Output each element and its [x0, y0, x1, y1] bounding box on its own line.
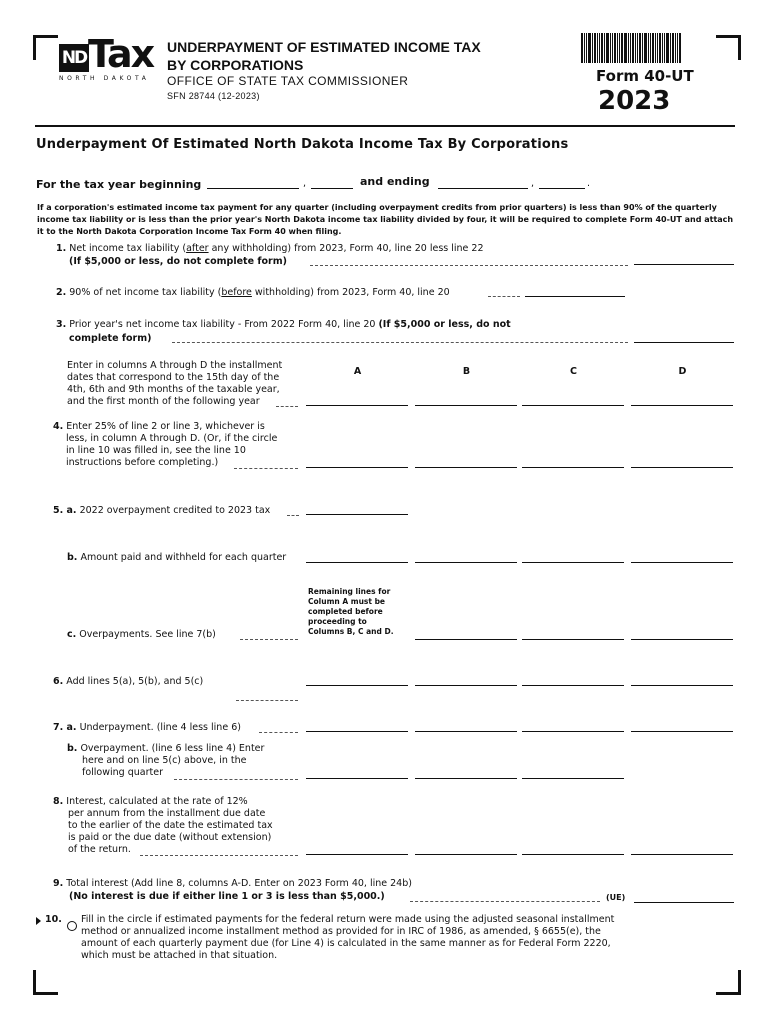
barcode-bar	[594, 33, 596, 63]
line-5c-column-d-field[interactable]	[631, 639, 733, 640]
page-title: Underpayment Of Estimated North Dakota Income Tax By Corporations	[36, 137, 569, 152]
line-10-text	[81, 914, 741, 926]
barcode-bar	[601, 33, 603, 63]
comma: ,	[531, 178, 535, 189]
line-8-column-a-field[interactable]	[306, 854, 408, 855]
barcode-bar	[614, 33, 616, 63]
line-7b-label	[67, 743, 307, 779]
line-3-label	[56, 319, 616, 331]
circle-icon	[67, 921, 77, 931]
line-5b-column-c-field[interactable]	[522, 562, 624, 563]
barcode-bar	[670, 33, 671, 63]
line-5c-label	[67, 629, 216, 641]
barcode-bar	[662, 33, 663, 63]
line-9-note: (No interest is due if either line 1 or 3 is less than $5,000.)	[69, 891, 385, 902]
barcode-bar	[648, 33, 649, 63]
instructions-paragraph: If a corporation's estimated income tax payment for any quarter (including overpayment credits from prior quarters) is less than 90% of the quarterly income tax liability or is less than the prior year's North Dakota income tax liability divided by four, it will be required to complete Form 40-UT and attach it to the North Dakota Corporation Income Tax Form 40 when filing.	[37, 203, 734, 236]
column-b-header: B	[462, 366, 471, 377]
column-a-note	[308, 587, 418, 637]
barcode	[581, 33, 697, 63]
barcode-bar	[624, 33, 627, 63]
barcode-bar	[652, 33, 654, 63]
barcode-bar	[672, 33, 674, 63]
nd-tax-logo	[59, 32, 154, 82]
leader-dots	[236, 700, 298, 701]
corner-mark-bottom-right	[716, 970, 741, 995]
line-1-text-a: Net income tax liability (	[69, 243, 187, 254]
line-7a-text: Underpayment. (line 4 less line 6)	[79, 722, 241, 733]
line-5b-number: b.	[67, 552, 78, 563]
barcode-bar	[637, 33, 638, 63]
line-8-text-3: to the earlier of the date the estimated tax	[68, 820, 273, 831]
line-4-label	[53, 421, 303, 469]
line-5b-column-b-field[interactable]	[415, 562, 517, 563]
column-c-header: C	[570, 366, 577, 377]
corner-mark-top-left	[33, 35, 58, 60]
line-8-text-2: per annum from the installment due date	[68, 808, 266, 819]
line-8-label	[53, 796, 303, 856]
line-7b-column-b-field[interactable]	[415, 778, 517, 779]
column-d-header: D	[678, 366, 687, 377]
leader-dots	[410, 901, 600, 902]
line-3-number: 3.	[56, 319, 67, 330]
leader-dots	[488, 296, 520, 297]
line-4-text-4: instructions before completing.)	[66, 457, 219, 468]
line-3-note-a: (If $5,000 or less, do not	[378, 319, 511, 330]
line-10-text-2: method or annualized income installment method as provided for in IRC of 1986, as amended, § 6655(e), the	[81, 926, 601, 937]
barcode-bar	[630, 33, 631, 63]
barcode-bar	[650, 33, 651, 63]
leader-dots	[259, 732, 298, 733]
note-line-2: Column A must be	[308, 597, 386, 606]
line-5b-label	[67, 552, 286, 564]
corner-mark-bottom-left	[33, 970, 58, 995]
line-8-column-c-field[interactable]	[522, 854, 624, 855]
header-title-line2: BY CORPORATIONS	[167, 57, 304, 73]
line-4-text-3: in line 10 was filled in, see the line 10	[66, 445, 246, 456]
line-7a-column-d-field[interactable]	[631, 731, 733, 732]
line-4-column-d-field[interactable]	[631, 467, 733, 468]
barcode-bar	[592, 33, 593, 63]
barcode-bar	[628, 33, 629, 63]
note-line-1: Remaining lines for	[308, 587, 391, 596]
line-5a-number: 5. a.	[53, 505, 77, 516]
line-9-label	[53, 878, 412, 890]
line-1-text-b: any withholding) from 2023, Form 40, line 20 less line 22	[208, 243, 484, 254]
line-1-number: 1.	[56, 243, 67, 254]
tax-year-begin-month-day-field[interactable]	[207, 188, 299, 189]
line-5b-column-a-field[interactable]	[306, 562, 408, 563]
sfn-number: SFN 28744 (12-2023)	[167, 91, 260, 101]
line-4-text-2: less, in column A through D. (Or, if the circle	[66, 433, 278, 444]
line-10-text-4: which must be attached in that situation.	[81, 950, 278, 961]
tax-year-ending-label: and ending	[360, 175, 430, 188]
barcode-bar	[610, 33, 611, 63]
line-8-column-d-field[interactable]	[631, 854, 733, 855]
line-5c-column-b-field[interactable]	[415, 639, 517, 640]
barcode-bar	[604, 33, 605, 63]
dates-column-a-field[interactable]	[306, 405, 408, 406]
header-title-line1: UNDERPAYMENT OF ESTIMATED INCOME TAX	[167, 39, 481, 55]
line-10-circle-checkbox[interactable]	[67, 915, 80, 934]
line-7a-column-a-field[interactable]	[306, 731, 408, 732]
leader-dots	[140, 855, 298, 856]
line-4-column-c-field[interactable]	[522, 467, 624, 468]
line-10-text-cont	[81, 926, 741, 962]
line-7b-text-3: following quarter	[82, 767, 163, 778]
form-number: Form 40-UT	[596, 67, 694, 85]
dates-text-3: 4th, 6th and 9th months of the taxable year,	[67, 384, 280, 395]
line-10-number: 10.	[45, 914, 62, 925]
line-1-amount-field[interactable]	[634, 264, 734, 265]
line-4-column-a-field[interactable]	[306, 467, 408, 468]
line-2-text-b: withholding) from 2023, Form 40, line 20	[251, 287, 450, 298]
dates-text-4: and the first month of the following year	[67, 396, 260, 407]
line-2-number: 2.	[56, 287, 67, 298]
line-4-column-b-field[interactable]	[415, 467, 517, 468]
note-line-4: proceeding to	[308, 617, 367, 626]
barcode-bar	[659, 33, 661, 63]
line-6-text: Add lines 5(a), 5(b), and 5(c)	[66, 676, 204, 687]
line-6-column-a-field[interactable]	[306, 685, 408, 686]
barcode-bar	[655, 33, 656, 63]
installment-dates-label	[67, 360, 307, 408]
line-8-number: 8.	[53, 796, 64, 807]
barcode-bar	[584, 33, 585, 63]
barcode-bar	[664, 33, 665, 63]
corner-mark-top-right	[716, 35, 741, 60]
barcode-bar	[599, 33, 600, 63]
leader-dots	[174, 779, 298, 780]
line-5c-column-c-field[interactable]	[522, 639, 624, 640]
leader-dots	[172, 342, 628, 343]
barcode-bar	[581, 33, 583, 63]
header-divider	[35, 125, 735, 127]
line-7a-label	[53, 722, 241, 734]
barcode-bar	[644, 33, 647, 63]
barcode-bar	[657, 33, 658, 63]
leader-dots	[287, 515, 299, 516]
barcode-bar	[619, 33, 620, 63]
line-7b-number: b.	[67, 743, 78, 754]
barcode-bar	[666, 33, 669, 63]
line-8-text-1: Interest, calculated at the rate of 12%	[66, 796, 248, 807]
line-3-note-b: complete form)	[69, 333, 152, 344]
barcode-bar	[635, 33, 636, 63]
line-6-column-c-field[interactable]	[522, 685, 624, 686]
note-line-3: completed before	[308, 607, 383, 616]
logo-tax-text: Tax	[88, 32, 154, 76]
arrow-right-icon	[36, 917, 41, 925]
dates-text-1: Enter in columns A through D the installment	[67, 360, 283, 371]
dates-text-2: dates that correspond to the 15th day of the	[67, 372, 280, 383]
barcode-bar	[677, 33, 678, 63]
column-a-header: A	[353, 366, 362, 377]
leader-dots	[310, 265, 628, 266]
line-5c-number: c.	[67, 629, 77, 640]
line-7b-column-c-field[interactable]	[522, 778, 624, 779]
barcode-bar	[588, 33, 591, 63]
line-6-column-b-field[interactable]	[415, 685, 517, 686]
dates-column-c-field[interactable]	[522, 405, 624, 406]
logo-nd-mark: ND	[59, 44, 89, 72]
line-5a-label	[53, 505, 270, 517]
barcode-bar	[675, 33, 676, 63]
barcode-bar	[617, 33, 618, 63]
leader-dots	[276, 406, 298, 407]
line-10-text-1: Fill in the circle if estimated payments for the federal return were made using the adjusted seasonal installment	[81, 914, 615, 925]
line-7a-column-b-field[interactable]	[415, 731, 517, 732]
barcode-bar	[621, 33, 623, 63]
line-3-text: Prior year's net income tax liability - From 2022 Form 40, line 20	[69, 319, 379, 330]
line-8-text-4: is paid or the due date (without extension)	[68, 832, 272, 843]
barcode-bar	[606, 33, 609, 63]
logo-subtitle: NORTH DAKOTA	[59, 75, 150, 82]
office-name: OFFICE OF STATE TAX COMMISSIONER	[167, 74, 409, 88]
period: .	[587, 178, 591, 189]
line-2-text-a: 90% of net income tax liability (	[69, 287, 222, 298]
line-3-amount-field[interactable]	[634, 342, 734, 343]
line-2-before: before	[221, 287, 252, 298]
form-header-title	[167, 38, 567, 74]
line-4-number: 4.	[53, 421, 64, 432]
barcode-bar	[642, 33, 643, 63]
line-5a-column-a-field[interactable]	[306, 514, 408, 515]
line-7a-number: 7. a.	[53, 722, 77, 733]
line-9-number: 9.	[53, 878, 64, 889]
barcode-bar	[632, 33, 634, 63]
line-9-text: Total interest (Add line 8, columns A-D. Enter on 2023 Form 40, line 24b)	[66, 878, 412, 889]
line-2-amount-field[interactable]	[525, 296, 625, 297]
line-7b-column-a-field[interactable]	[306, 778, 408, 779]
line-5c-text: Overpayments. See line 7(b)	[79, 629, 216, 640]
line-1-after: after	[186, 243, 209, 254]
line-5a-text: 2022 overpayment credited to 2023 tax	[79, 505, 271, 516]
form-year: 2023	[598, 86, 671, 116]
line-9-amount-field[interactable]	[634, 902, 734, 903]
barcode-bar	[639, 33, 641, 63]
leader-dots	[234, 468, 298, 469]
barcode-bar	[612, 33, 613, 63]
line-5b-column-d-field[interactable]	[631, 562, 733, 563]
line-6-column-d-field[interactable]	[631, 685, 733, 686]
line-5b-text: Amount paid and withheld for each quarter	[80, 552, 287, 563]
tax-year-end-month-day-field[interactable]	[438, 188, 528, 189]
dates-column-b-field[interactable]	[415, 405, 517, 406]
line-6-label	[53, 676, 203, 688]
dates-column-d-field[interactable]	[631, 405, 733, 406]
line-1-label	[56, 243, 616, 255]
line-7b-text-1: Overpayment. (line 6 less line 4) Enter	[80, 743, 265, 754]
line-8-column-b-field[interactable]	[415, 854, 517, 855]
line-7b-text-2: here and on line 5(c) above, in the	[82, 755, 247, 766]
note-line-5: Columns B, C and D.	[308, 627, 394, 636]
line-7a-column-c-field[interactable]	[522, 731, 624, 732]
tax-year-begin-year-field[interactable]	[311, 188, 353, 189]
barcode-bar	[679, 33, 681, 63]
line-1-note: (If $5,000 or less, do not complete form)	[69, 256, 287, 267]
line-10-text-3: amount of each quarterly payment due (for Line 4) is calculated in the same manner as for Federal Form 2220,	[81, 938, 611, 949]
barcode-bar	[597, 33, 598, 63]
line-4-text-1: Enter 25% of line 2 or line 3, whichever is	[66, 421, 265, 432]
ue-label: (UE)	[606, 893, 626, 902]
comma: ,	[303, 178, 307, 189]
tax-year-beginning-label: For the tax year beginning	[36, 178, 202, 191]
barcode-bar	[586, 33, 587, 63]
line-2-label	[56, 287, 450, 299]
leader-dots	[240, 639, 298, 640]
line-6-number: 6.	[53, 676, 64, 687]
line-8-text-5: of the return.	[68, 844, 131, 855]
tax-year-end-year-field[interactable]	[539, 188, 585, 189]
